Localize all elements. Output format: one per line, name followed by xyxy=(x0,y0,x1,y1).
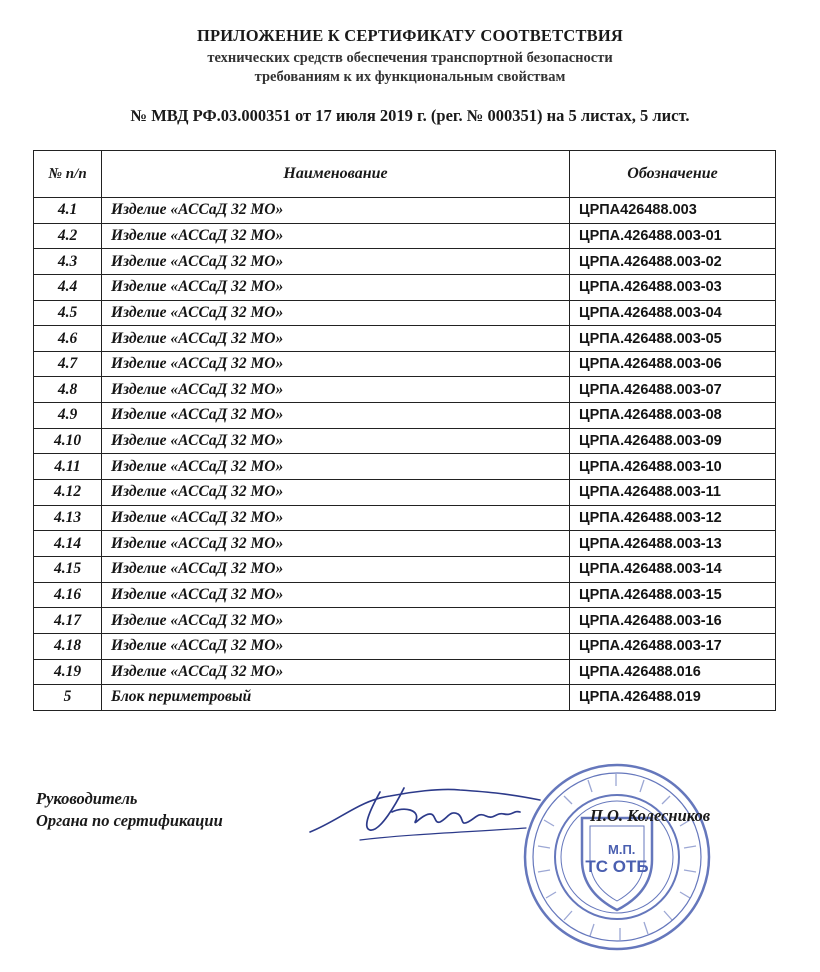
row-name: Изделие «АССаД 32 МО» xyxy=(102,223,570,249)
row-code: ЦРПА.426488.003-11 xyxy=(570,480,776,506)
row-name: Изделие «АССаД 32 МО» xyxy=(102,505,570,531)
header-num xyxy=(34,151,102,198)
row-code: ЦРПА.426488.003-07 xyxy=(570,377,776,403)
row-name: Изделие «АССаД 32 МО» xyxy=(102,274,570,300)
row-code: ЦРПА.426488.003-09 xyxy=(570,428,776,454)
items-table xyxy=(33,150,776,711)
row-number: 4.7 xyxy=(34,351,102,377)
stamp-label: ТС ОТБ xyxy=(585,857,649,876)
header-num-label: № п/п xyxy=(48,166,87,182)
row-name: Изделие «АССаД 32 МО» xyxy=(102,582,570,608)
signatory-title: Руководитель xyxy=(36,789,138,808)
row-code: ЦРПА.426488.003-10 xyxy=(570,454,776,480)
document-title: ПРИЛОЖЕНИЕ К СЕРТИФИКАТУ СООТВЕТСТВИЯ xyxy=(196,26,624,45)
row-name: Изделие «АССаД 32 МО» xyxy=(102,608,570,634)
header-name: Наименование xyxy=(102,151,570,198)
signatory-organization: Органа по сертификации xyxy=(36,811,223,830)
table-row xyxy=(34,582,776,608)
table-row xyxy=(34,403,776,429)
handwritten-signature xyxy=(300,770,560,850)
table-header-row xyxy=(34,151,776,198)
row-number: 4.15 xyxy=(34,556,102,582)
row-number: 4.3 xyxy=(34,249,102,275)
table-row xyxy=(34,300,776,326)
row-number: 4.6 xyxy=(34,326,102,352)
table-row xyxy=(34,685,776,711)
row-name: Изделие «АССаД 32 МО» xyxy=(102,198,570,224)
table-row xyxy=(34,556,776,582)
row-code: ЦРПА.426488.003-13 xyxy=(570,531,776,557)
table-row xyxy=(34,659,776,685)
row-number: 4.17 xyxy=(34,608,102,634)
row-name: Изделие «АССаД 32 МО» xyxy=(102,659,570,685)
row-number: 4.14 xyxy=(34,531,102,557)
row-name: Блок периметровый xyxy=(102,685,570,711)
row-number: 4.2 xyxy=(34,223,102,249)
table-row xyxy=(34,249,776,275)
row-code: ЦРПА.426488.003-16 xyxy=(570,608,776,634)
row-code: ЦРПА.426488.003-08 xyxy=(570,403,776,429)
row-number: 4.8 xyxy=(34,377,102,403)
row-code: ЦРПА.426488.003-01 xyxy=(570,223,776,249)
row-name: Изделие «АССаД 32 МО» xyxy=(102,377,570,403)
signer-name: П.О. Колесников xyxy=(590,806,711,825)
row-name: Изделие «АССаД 32 МО» xyxy=(102,249,570,275)
table-row xyxy=(34,531,776,557)
row-number: 4.13 xyxy=(34,505,102,531)
row-number: 4.19 xyxy=(34,659,102,685)
row-code: ЦРПА.426488.003-04 xyxy=(570,300,776,326)
row-number: 4.16 xyxy=(34,582,102,608)
table-row xyxy=(34,454,776,480)
table-row xyxy=(34,351,776,377)
row-name: Изделие «АССаД 32 МО» xyxy=(102,556,570,582)
table-row xyxy=(34,480,776,506)
stamp-mp: М.П. xyxy=(608,842,636,857)
row-code: ЦРПА.426488.019 xyxy=(570,685,776,711)
row-code: ЦРПА.426488.003-15 xyxy=(570,582,776,608)
table-row xyxy=(34,326,776,352)
row-number: 5 xyxy=(34,685,102,711)
row-code: ЦРПА.426488.003-05 xyxy=(570,326,776,352)
row-code: ЦРПА.426488.003-14 xyxy=(570,556,776,582)
table-row xyxy=(34,377,776,403)
table-row xyxy=(34,505,776,531)
table-row xyxy=(34,198,776,224)
row-name: Изделие «АССаД 32 МО» xyxy=(102,454,570,480)
table-row xyxy=(34,633,776,659)
table-row xyxy=(34,223,776,249)
row-number: 4.5 xyxy=(34,300,102,326)
row-name: Изделие «АССаД 32 МО» xyxy=(102,326,570,352)
row-name: Изделие «АССаД 32 МО» xyxy=(102,403,570,429)
row-number: 4.11 xyxy=(34,454,102,480)
row-code: ЦРПА.426488.003-02 xyxy=(570,249,776,275)
row-code: ЦРПА.426488.003-06 xyxy=(570,351,776,377)
row-number: 4.1 xyxy=(34,198,102,224)
document-subtitle-line2: требованиям к их функциональным свойствам xyxy=(254,69,566,85)
row-name: Изделие «АССаД 32 МО» xyxy=(102,633,570,659)
row-number: 4.4 xyxy=(34,274,102,300)
row-code: ЦРПА.426488.003-03 xyxy=(570,274,776,300)
row-number: 4.9 xyxy=(34,403,102,429)
row-name: Изделие «АССаД 32 МО» xyxy=(102,480,570,506)
table-row xyxy=(34,428,776,454)
table-row xyxy=(34,608,776,634)
table-row xyxy=(34,274,776,300)
row-code: ЦРПА.426488.003-12 xyxy=(570,505,776,531)
row-name: Изделие «АССаД 32 МО» xyxy=(102,531,570,557)
row-name: Изделие «АССаД 32 МО» xyxy=(102,428,570,454)
row-number: 4.12 xyxy=(34,480,102,506)
row-code: ЦРПА.426488.003-17 xyxy=(570,633,776,659)
row-code: ЦРПА426488.003 xyxy=(570,198,776,224)
certificate-reference: № МВД РФ.03.000351 от 17 июля 2019 г. (рег. № 000351) на 5 листах, 5 лист. xyxy=(130,106,690,125)
row-number: 4.10 xyxy=(34,428,102,454)
row-name: Изделие «АССаД 32 МО» xyxy=(102,351,570,377)
row-name: Изделие «АССаД 32 МО» xyxy=(102,300,570,326)
header-code: Обозначение xyxy=(570,151,776,198)
row-number: 4.18 xyxy=(34,633,102,659)
document-subtitle-line1: технических средств обеспечения транспортной безопасности xyxy=(207,50,613,66)
row-code: ЦРПА.426488.016 xyxy=(570,659,776,685)
